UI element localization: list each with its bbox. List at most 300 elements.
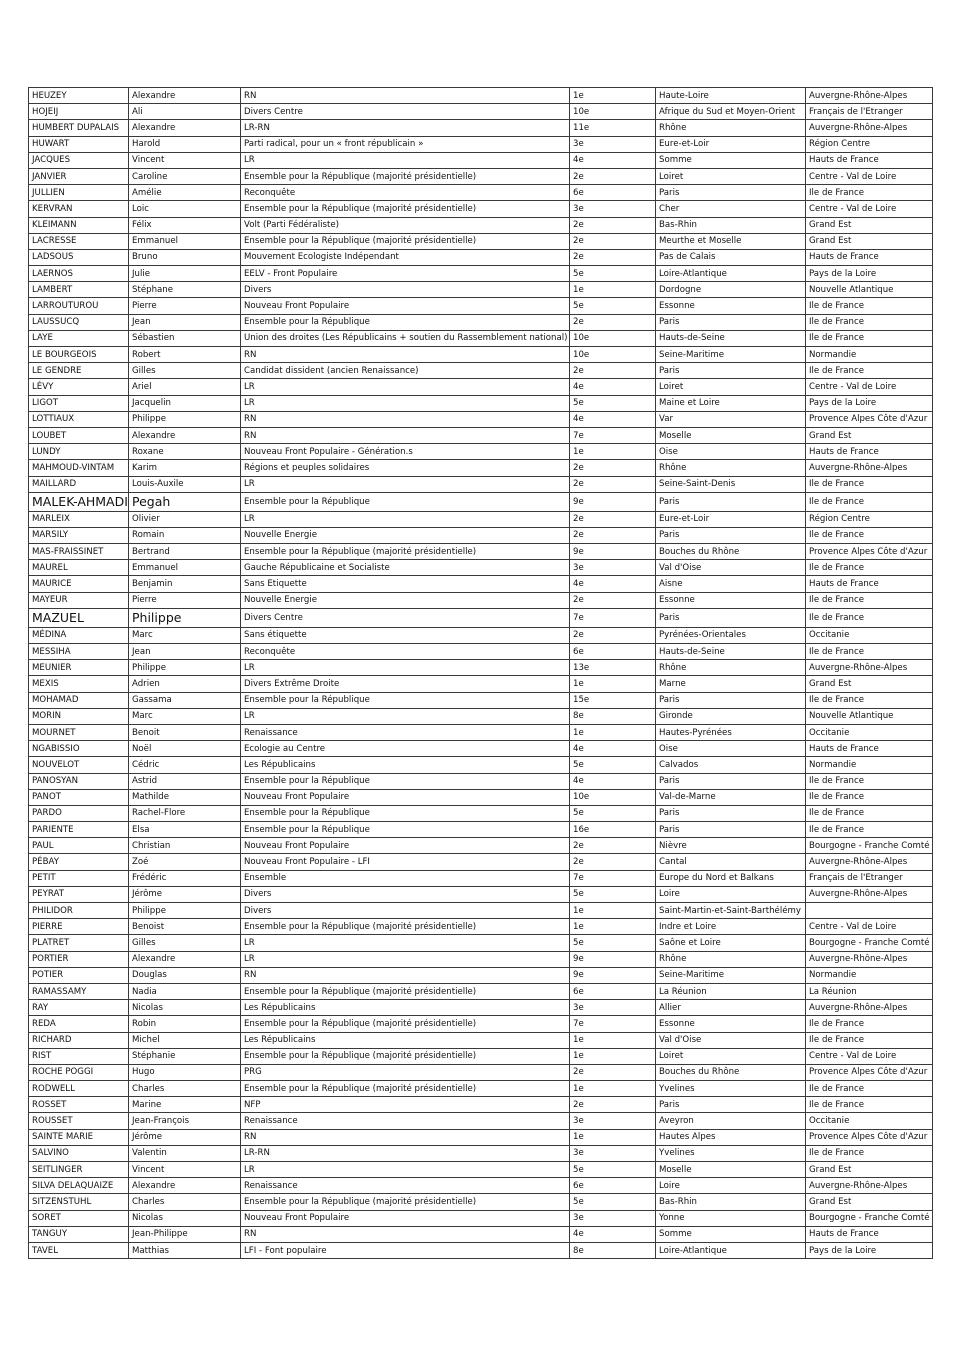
cell-nom: RICHARD: [29, 1032, 129, 1048]
cell-prenom: Philippe: [129, 411, 241, 427]
cell-nom: PÉBAY: [29, 854, 129, 870]
table-row: [29, 1226, 933, 1242]
cell-circonscription: 11e: [570, 120, 656, 136]
cell-region: Ile de France: [806, 789, 933, 805]
cell-departement: Somme: [656, 152, 806, 168]
cell-departement: Aveyron: [656, 1113, 806, 1129]
cell-departement: Moselle: [656, 427, 806, 443]
cell-departement: Gironde: [656, 708, 806, 724]
cell-nom: PORTIER: [29, 951, 129, 967]
table-row: [29, 476, 933, 492]
cell-circonscription: 5e: [570, 935, 656, 951]
cell-parti: Divers: [241, 903, 570, 919]
cell-parti: LR: [241, 511, 570, 527]
cell-region: Provence Alpes Côte d'Azur: [806, 411, 933, 427]
cell-region: Ile de France: [806, 363, 933, 379]
cell-circonscription: 3e: [570, 1210, 656, 1226]
cell-circonscription: 1e: [570, 88, 656, 104]
cell-region: Ile de France: [806, 1145, 933, 1161]
cell-prenom: Marc: [129, 708, 241, 724]
cell-circonscription: 5e: [570, 757, 656, 773]
cell-departement: Calvados: [656, 757, 806, 773]
cell-nom: RODWELL: [29, 1081, 129, 1097]
cell-region: Hauts de France: [806, 249, 933, 265]
cell-region: Ile de France: [806, 805, 933, 821]
cell-circonscription: 9e: [570, 544, 656, 560]
table-row: [29, 1048, 933, 1064]
cell-circonscription: 5e: [570, 298, 656, 314]
cell-nom: RAMASSAMY: [29, 983, 129, 999]
cell-prenom: Loic: [129, 201, 241, 217]
table-row: [29, 1162, 933, 1178]
cell-parti: EELV - Front Populaire: [241, 266, 570, 282]
cell-departement: Somme: [656, 1226, 806, 1242]
cell-region: Ile de France: [806, 476, 933, 492]
cell-departement: Haute-Loire: [656, 88, 806, 104]
cell-nom: SITZENSTUHL: [29, 1194, 129, 1210]
cell-circonscription: 9e: [570, 951, 656, 967]
table-row: [29, 1081, 933, 1097]
cell-parti: Ecologie au Centre: [241, 741, 570, 757]
cell-region: Ile de France: [806, 644, 933, 660]
cell-departement: Paris: [656, 527, 806, 543]
table-row: [29, 363, 933, 379]
cell-region: Auvergne-Rhône-Alpes: [806, 120, 933, 136]
cell-circonscription: 3e: [570, 136, 656, 152]
cell-departement: Var: [656, 411, 806, 427]
cell-region: Centre - Val de Loire: [806, 379, 933, 395]
cell-departement: Seine-Maritime: [656, 347, 806, 363]
cell-parti: Ensemble pour la République: [241, 492, 570, 511]
cell-parti: LR: [241, 379, 570, 395]
cell-region: Centre - Val de Loire: [806, 201, 933, 217]
cell-departement: Aisne: [656, 576, 806, 592]
cell-circonscription: 3e: [570, 1000, 656, 1016]
cell-nom: POTIER: [29, 967, 129, 983]
cell-departement: Rhône: [656, 660, 806, 676]
cell-nom: PETIT: [29, 870, 129, 886]
cell-departement: Rhône: [656, 460, 806, 476]
cell-departement: Paris: [656, 1097, 806, 1113]
cell-parti: Volt (Parti Fédéraliste): [241, 217, 570, 233]
table-row: [29, 411, 933, 427]
cell-prenom: Philippe: [129, 903, 241, 919]
cell-region: Nouvelle Atlantique: [806, 708, 933, 724]
cell-parti: Ensemble pour la République (majorité présidentielle): [241, 1048, 570, 1064]
cell-region: Centre - Val de Loire: [806, 919, 933, 935]
cell-nom: SORET: [29, 1210, 129, 1226]
cell-circonscription: 1e: [570, 903, 656, 919]
table-row: [29, 88, 933, 104]
cell-nom: ROUSSET: [29, 1113, 129, 1129]
cell-parti: Divers: [241, 282, 570, 298]
cell-nom: MEXIS: [29, 676, 129, 692]
table-row: [29, 1129, 933, 1145]
cell-region: Hauts de France: [806, 152, 933, 168]
cell-region: Auvergne-Rhône-Alpes: [806, 951, 933, 967]
cell-nom: TANGUY: [29, 1226, 129, 1242]
cell-region: Ile de France: [806, 822, 933, 838]
cell-prenom: Jean: [129, 314, 241, 330]
cell-departement: Bouches du Rhône: [656, 1064, 806, 1080]
cell-region: Région Centre: [806, 511, 933, 527]
cell-departement: Bas-Rhin: [656, 217, 806, 233]
cell-nom: SEITLINGER: [29, 1162, 129, 1178]
cell-region: Ile de France: [806, 1032, 933, 1048]
cell-region: Occitanie: [806, 1113, 933, 1129]
cell-departement: Bas-Rhin: [656, 1194, 806, 1210]
table-row: [29, 1097, 933, 1113]
cell-circonscription: 2e: [570, 592, 656, 608]
cell-parti: Les Républicains: [241, 1000, 570, 1016]
table-row: [29, 330, 933, 346]
table-row: [29, 708, 933, 724]
cell-departement: Hauts-de-Seine: [656, 644, 806, 660]
table-row: [29, 217, 933, 233]
table-row: [29, 676, 933, 692]
cell-circonscription: 1e: [570, 1081, 656, 1097]
cell-parti: LR: [241, 152, 570, 168]
cell-departement: Pyrénées-Orientales: [656, 627, 806, 643]
cell-nom: SALVINO: [29, 1145, 129, 1161]
table-row: [29, 266, 933, 282]
cell-parti: Ensemble pour la République: [241, 822, 570, 838]
cell-nom: PANOSYAN: [29, 773, 129, 789]
cell-departement: Oise: [656, 444, 806, 460]
cell-parti: LR-RN: [241, 120, 570, 136]
cell-region: Ile de France: [806, 560, 933, 576]
cell-parti: Divers Centre: [241, 608, 570, 627]
cell-nom: MARSILY: [29, 527, 129, 543]
cell-parti: Reconquête: [241, 644, 570, 660]
cell-circonscription: 7e: [570, 608, 656, 627]
cell-parti: LFI - Font populaire: [241, 1242, 570, 1258]
cell-prenom: Amélie: [129, 185, 241, 201]
cell-parti: RN: [241, 1129, 570, 1145]
cell-prenom: Stéphane: [129, 282, 241, 298]
cell-prenom: Emmanuel: [129, 560, 241, 576]
cell-prenom: Philippe: [129, 608, 241, 627]
cell-parti: Nouveau Front Populaire - LFI: [241, 854, 570, 870]
cell-nom: MEUNIER: [29, 660, 129, 676]
table-row: [29, 805, 933, 821]
cell-departement: Nièvre: [656, 838, 806, 854]
cell-circonscription: 2e: [570, 217, 656, 233]
cell-circonscription: 2e: [570, 168, 656, 184]
cell-prenom: Roxane: [129, 444, 241, 460]
cell-circonscription: 6e: [570, 983, 656, 999]
cell-nom: LAYE: [29, 330, 129, 346]
table-row: [29, 608, 933, 627]
cell-prenom: Alexandre: [129, 951, 241, 967]
table-row: [29, 395, 933, 411]
cell-parti: Mouvement Ecologiste Indépendant: [241, 249, 570, 265]
cell-nom: PLATRET: [29, 935, 129, 951]
cell-parti: LR: [241, 708, 570, 724]
cell-circonscription: 8e: [570, 1242, 656, 1258]
cell-circonscription: 2e: [570, 838, 656, 854]
cell-prenom: Elsa: [129, 822, 241, 838]
cell-parti: Ensemble pour la République (majorité présidentielle): [241, 1194, 570, 1210]
cell-region: Pays de la Loire: [806, 1242, 933, 1258]
cell-parti: Ensemble pour la République (majorité présidentielle): [241, 1081, 570, 1097]
cell-departement: Yonne: [656, 1210, 806, 1226]
cell-prenom: Romain: [129, 527, 241, 543]
table-row: [29, 741, 933, 757]
cell-departement: Saône et Loire: [656, 935, 806, 951]
candidates-table: [28, 87, 933, 1259]
cell-region: Ile de France: [806, 1097, 933, 1113]
cell-departement: Moselle: [656, 1162, 806, 1178]
table-row: [29, 1000, 933, 1016]
cell-departement: Indre et Loire: [656, 919, 806, 935]
cell-departement: Cantal: [656, 854, 806, 870]
cell-circonscription: 9e: [570, 492, 656, 511]
cell-departement: Oise: [656, 741, 806, 757]
cell-region: Bourgogne - Franche Comté: [806, 838, 933, 854]
cell-region: Pays de la Loire: [806, 266, 933, 282]
cell-circonscription: 3e: [570, 1113, 656, 1129]
cell-prenom: Pegah: [129, 492, 241, 511]
cell-circonscription: 5e: [570, 1162, 656, 1178]
cell-departement: Cher: [656, 201, 806, 217]
cell-prenom: Caroline: [129, 168, 241, 184]
cell-prenom: Mathilde: [129, 789, 241, 805]
cell-region: Provence Alpes Côte d'Azur: [806, 1129, 933, 1145]
cell-parti: Sans Etiquette: [241, 576, 570, 592]
cell-nom: LAERNOS: [29, 266, 129, 282]
cell-parti: Gauche Républicaine et Socialiste: [241, 560, 570, 576]
cell-region: Hauts de France: [806, 1226, 933, 1242]
table-row: [29, 1178, 933, 1194]
table-row: [29, 249, 933, 265]
cell-departement: Eure-et-Loir: [656, 136, 806, 152]
cell-parti: RN: [241, 411, 570, 427]
table-row: [29, 1064, 933, 1080]
cell-departement: Val d'Oise: [656, 560, 806, 576]
cell-region: Ile de France: [806, 298, 933, 314]
cell-nom: SILVA DELAQUAIZE: [29, 1178, 129, 1194]
cell-prenom: Zoé: [129, 854, 241, 870]
cell-region: La Réunion: [806, 983, 933, 999]
cell-region: Grand Est: [806, 217, 933, 233]
cell-region: Auvergne-Rhône-Alpes: [806, 1000, 933, 1016]
cell-circonscription: 7e: [570, 427, 656, 443]
cell-parti: LR: [241, 476, 570, 492]
cell-nom: MÉDINA: [29, 627, 129, 643]
cell-circonscription: 7e: [570, 870, 656, 886]
table-row: [29, 104, 933, 120]
cell-prenom: Charles: [129, 1194, 241, 1210]
table-row: [29, 201, 933, 217]
cell-nom: MARLEIX: [29, 511, 129, 527]
cell-prenom: Hugo: [129, 1064, 241, 1080]
cell-nom: MOURNET: [29, 724, 129, 740]
cell-nom: ROSSET: [29, 1097, 129, 1113]
cell-parti: Renaissance: [241, 724, 570, 740]
cell-departement: Dordogne: [656, 282, 806, 298]
cell-nom: MAURICE: [29, 576, 129, 592]
cell-departement: Val d'Oise: [656, 1032, 806, 1048]
cell-prenom: Valentin: [129, 1145, 241, 1161]
cell-region: Hauts de France: [806, 576, 933, 592]
cell-parti: Ensemble pour la République (majorité présidentielle): [241, 1016, 570, 1032]
cell-parti: RN: [241, 427, 570, 443]
cell-nom: HUMBERT DUPALAIS: [29, 120, 129, 136]
cell-nom: ROCHE POGGI: [29, 1064, 129, 1080]
table-row: [29, 298, 933, 314]
cell-region: Français de l'Etranger: [806, 104, 933, 120]
table-row: [29, 724, 933, 740]
cell-nom: MAILLARD: [29, 476, 129, 492]
cell-region: Centre - Val de Loire: [806, 168, 933, 184]
cell-parti: Renaissance: [241, 1113, 570, 1129]
cell-parti: Nouvelle Energie: [241, 527, 570, 543]
cell-circonscription: 6e: [570, 644, 656, 660]
cell-departement: Rhône: [656, 951, 806, 967]
cell-prenom: Alexandre: [129, 1178, 241, 1194]
cell-prenom: Matthias: [129, 1242, 241, 1258]
cell-circonscription: 1e: [570, 1032, 656, 1048]
cell-nom: MAHMOUD-VINTAM: [29, 460, 129, 476]
table-row: [29, 511, 933, 527]
cell-circonscription: 4e: [570, 773, 656, 789]
cell-region: Hauts de France: [806, 741, 933, 757]
cell-parti: Candidat dissident (ancien Renaissance): [241, 363, 570, 379]
cell-circonscription: 5e: [570, 395, 656, 411]
cell-region: Provence Alpes Côte d'Azur: [806, 544, 933, 560]
cell-nom: PEYRAT: [29, 886, 129, 902]
cell-departement: Yvelines: [656, 1145, 806, 1161]
cell-parti: Union des droites (Les Républicains + soutien du Rassemblement national): [241, 330, 570, 346]
cell-prenom: Marc: [129, 627, 241, 643]
cell-departement: Loiret: [656, 1048, 806, 1064]
cell-circonscription: 3e: [570, 201, 656, 217]
cell-nom: LÉVY: [29, 379, 129, 395]
cell-nom: JULLIEN: [29, 185, 129, 201]
cell-circonscription: 4e: [570, 1226, 656, 1242]
cell-parti: LR: [241, 660, 570, 676]
cell-circonscription: 15e: [570, 692, 656, 708]
cell-prenom: Gassama: [129, 692, 241, 708]
cell-circonscription: 2e: [570, 314, 656, 330]
table-row: [29, 967, 933, 983]
cell-departement: Paris: [656, 822, 806, 838]
cell-region: Région Centre: [806, 136, 933, 152]
cell-circonscription: 2e: [570, 854, 656, 870]
cell-parti: Ensemble: [241, 870, 570, 886]
table-row: [29, 120, 933, 136]
cell-nom: PIERRE: [29, 919, 129, 935]
cell-prenom: Frédéric: [129, 870, 241, 886]
cell-departement: Essonne: [656, 592, 806, 608]
cell-parti: Renaissance: [241, 1178, 570, 1194]
cell-region: Ile de France: [806, 773, 933, 789]
cell-parti: LR: [241, 935, 570, 951]
cell-prenom: Benjamin: [129, 576, 241, 592]
cell-nom: MORIN: [29, 708, 129, 724]
cell-nom: JANVIER: [29, 168, 129, 184]
cell-parti: RN: [241, 88, 570, 104]
cell-prenom: Nicolas: [129, 1210, 241, 1226]
cell-prenom: Astrid: [129, 773, 241, 789]
table-row: [29, 854, 933, 870]
cell-region: Auvergne-Rhône-Alpes: [806, 854, 933, 870]
cell-parti: LR: [241, 395, 570, 411]
cell-region: Grand Est: [806, 233, 933, 249]
cell-circonscription: 5e: [570, 1194, 656, 1210]
cell-nom: MAZUEL: [29, 608, 129, 627]
cell-prenom: Bertrand: [129, 544, 241, 560]
table-row: [29, 347, 933, 363]
cell-nom: LE BOURGEOIS: [29, 347, 129, 363]
cell-prenom: Noël: [129, 741, 241, 757]
cell-parti: Les Républicains: [241, 1032, 570, 1048]
table-row: [29, 136, 933, 152]
cell-departement: Loire: [656, 886, 806, 902]
table-row: [29, 660, 933, 676]
cell-parti: RN: [241, 1226, 570, 1242]
cell-region: Ile de France: [806, 185, 933, 201]
cell-departement: Paris: [656, 805, 806, 821]
cell-circonscription: 6e: [570, 185, 656, 201]
cell-circonscription: 1e: [570, 676, 656, 692]
cell-circonscription: 2e: [570, 1097, 656, 1113]
cell-circonscription: 6e: [570, 1178, 656, 1194]
cell-nom: MAS-FRAISSINET: [29, 544, 129, 560]
cell-circonscription: 4e: [570, 152, 656, 168]
table-row: [29, 314, 933, 330]
table-row: [29, 627, 933, 643]
cell-parti: Parti radical, pour un « front républicain »: [241, 136, 570, 152]
table-row: [29, 379, 933, 395]
cell-nom: HEUZEY: [29, 88, 129, 104]
cell-prenom: Julie: [129, 266, 241, 282]
cell-prenom: Olivier: [129, 511, 241, 527]
cell-region: Ile de France: [806, 492, 933, 511]
cell-circonscription: 1e: [570, 919, 656, 935]
cell-prenom: Jean-Philippe: [129, 1226, 241, 1242]
cell-parti: Ensemble pour la République (majorité présidentielle): [241, 168, 570, 184]
cell-circonscription: 2e: [570, 1064, 656, 1080]
cell-prenom: Harold: [129, 136, 241, 152]
cell-nom: LARROUTUROU: [29, 298, 129, 314]
cell-nom: LOTTIAUX: [29, 411, 129, 427]
table-row: [29, 1242, 933, 1258]
cell-prenom: Robin: [129, 1016, 241, 1032]
cell-nom: RAY: [29, 1000, 129, 1016]
cell-parti: Ensemble pour la République: [241, 692, 570, 708]
cell-prenom: Sébastien: [129, 330, 241, 346]
cell-nom: PARDO: [29, 805, 129, 821]
cell-parti: Nouvelle Energie: [241, 592, 570, 608]
cell-parti: RN: [241, 347, 570, 363]
cell-parti: Nouveau Front Populaire: [241, 1210, 570, 1226]
cell-circonscription: 2e: [570, 511, 656, 527]
cell-prenom: Alexandre: [129, 120, 241, 136]
cell-prenom: Pierre: [129, 298, 241, 314]
cell-prenom: Pierre: [129, 592, 241, 608]
cell-departement: Europe du Nord et Balkans: [656, 870, 806, 886]
cell-nom: HUWART: [29, 136, 129, 152]
cell-circonscription: 4e: [570, 411, 656, 427]
cell-nom: PANOT: [29, 789, 129, 805]
cell-region: Nouvelle Atlantique: [806, 282, 933, 298]
cell-parti: NFP: [241, 1097, 570, 1113]
cell-circonscription: 2e: [570, 249, 656, 265]
cell-nom: NOUVELOT: [29, 757, 129, 773]
table-row: [29, 838, 933, 854]
